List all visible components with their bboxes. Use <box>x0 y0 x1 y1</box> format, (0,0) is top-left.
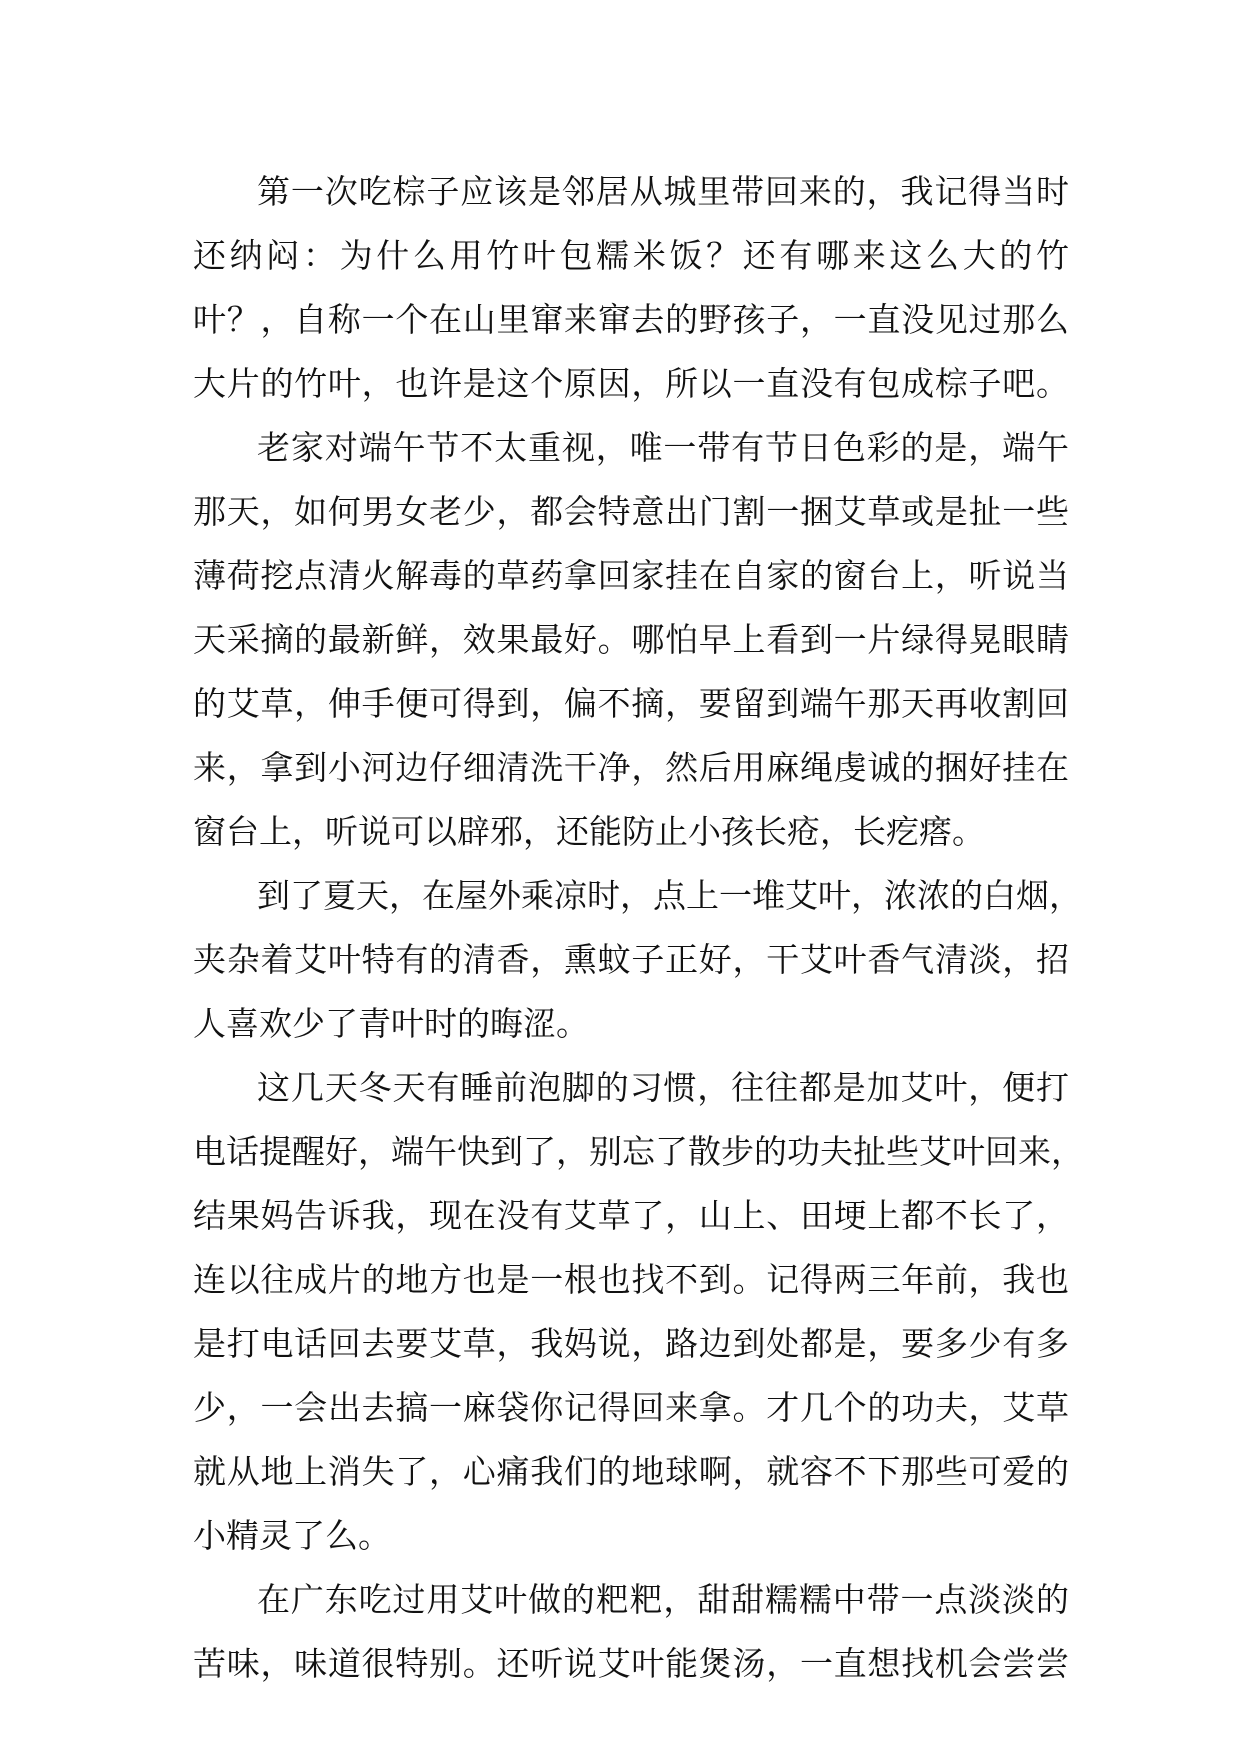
text-line: 少，一会出去搞一麻袋你记得回来拿。才几个的功夫，艾草 <box>193 1388 1069 1427</box>
text-line: 大片的竹叶，也许是这个原因，所以一直没有包成棕子吧。 <box>193 364 1069 403</box>
text-line: 苦味，味道很特别。还听说艾叶能煲汤，一直想找机会尝尝 <box>193 1644 1069 1683</box>
text-line: 夹杂着艾叶特有的清香，熏蚊子正好，干艾叶香气清淡，招 <box>193 940 1069 979</box>
text-line: 电话提醒好，端午快到了，别忘了散步的功夫扯些艾叶回来， <box>193 1132 1084 1171</box>
text-line: 那天，如何男女老少，都会特意出门割一捆艾草或是扯一些 <box>193 492 1069 531</box>
text-line: 叶？，自称一个在山里窜来窜去的野孩子，一直没见过那么 <box>193 300 1069 339</box>
paragraph-foot-soak <box>193 1056 1084 1568</box>
paragraph-summer <box>193 864 1082 1056</box>
text-line: 小精灵了么。 <box>193 1516 391 1555</box>
text-line: 来，拿到小河边仔细清洗干净，然后用麻绳虔诚的捆好挂在 <box>193 748 1069 787</box>
text-line: 薄荷挖点清火解毒的草药拿回家挂在自家的窗台上，听说当 <box>193 556 1069 595</box>
text-line: 就从地上消失了，心痛我们的地球啊，就容不下那些可爱的 <box>193 1452 1069 1491</box>
text-line: 还纳闷：为什么用竹叶包糯米饭？还有哪来这么大的竹 <box>193 236 1069 275</box>
text-line: 第一次吃棕子应该是邻居从城里带回来的，我记得当时 <box>257 172 1069 211</box>
text-line: 人喜欢少了青叶时的晦涩。 <box>193 1004 589 1043</box>
text-line: 的艾草，伸手便可得到，偏不摘，要留到端午那天再收割回 <box>193 684 1069 723</box>
article-body <box>193 160 1084 1696</box>
paragraph-guangdong <box>193 1568 1069 1696</box>
text-line: 到了夏天，在屋外乘凉时，点上一堆艾叶，浓浓的白烟， <box>257 876 1082 915</box>
text-line: 老家对端午节不太重视，唯一带有节日色彩的是，端午 <box>257 428 1069 467</box>
text-line: 连以往成片的地方也是一根也找不到。记得两三年前，我也 <box>193 1260 1069 1299</box>
paragraph-dragon-boat-festival <box>193 416 1069 864</box>
text-line: 在广东吃过用艾叶做的粑粑，甜甜糯糯中带一点淡淡的 <box>257 1580 1069 1619</box>
text-line: 天采摘的最新鲜，效果最好。哪怕早上看到一片绿得晃眼睛 <box>193 620 1069 659</box>
text-line: 结果妈告诉我，现在没有艾草了，山上、田埂上都不长了， <box>193 1196 1069 1235</box>
paragraph-zongzi <box>193 160 1069 416</box>
text-line: 窗台上，听说可以辟邪，还能防止小孩长疮，长疙瘩。 <box>193 812 985 851</box>
text-line: 是打电话回去要艾草，我妈说，路边到处都是，要多少有多 <box>193 1324 1069 1363</box>
text-line: 这几天冬天有睡前泡脚的习惯，往往都是加艾叶，便打 <box>257 1068 1069 1107</box>
